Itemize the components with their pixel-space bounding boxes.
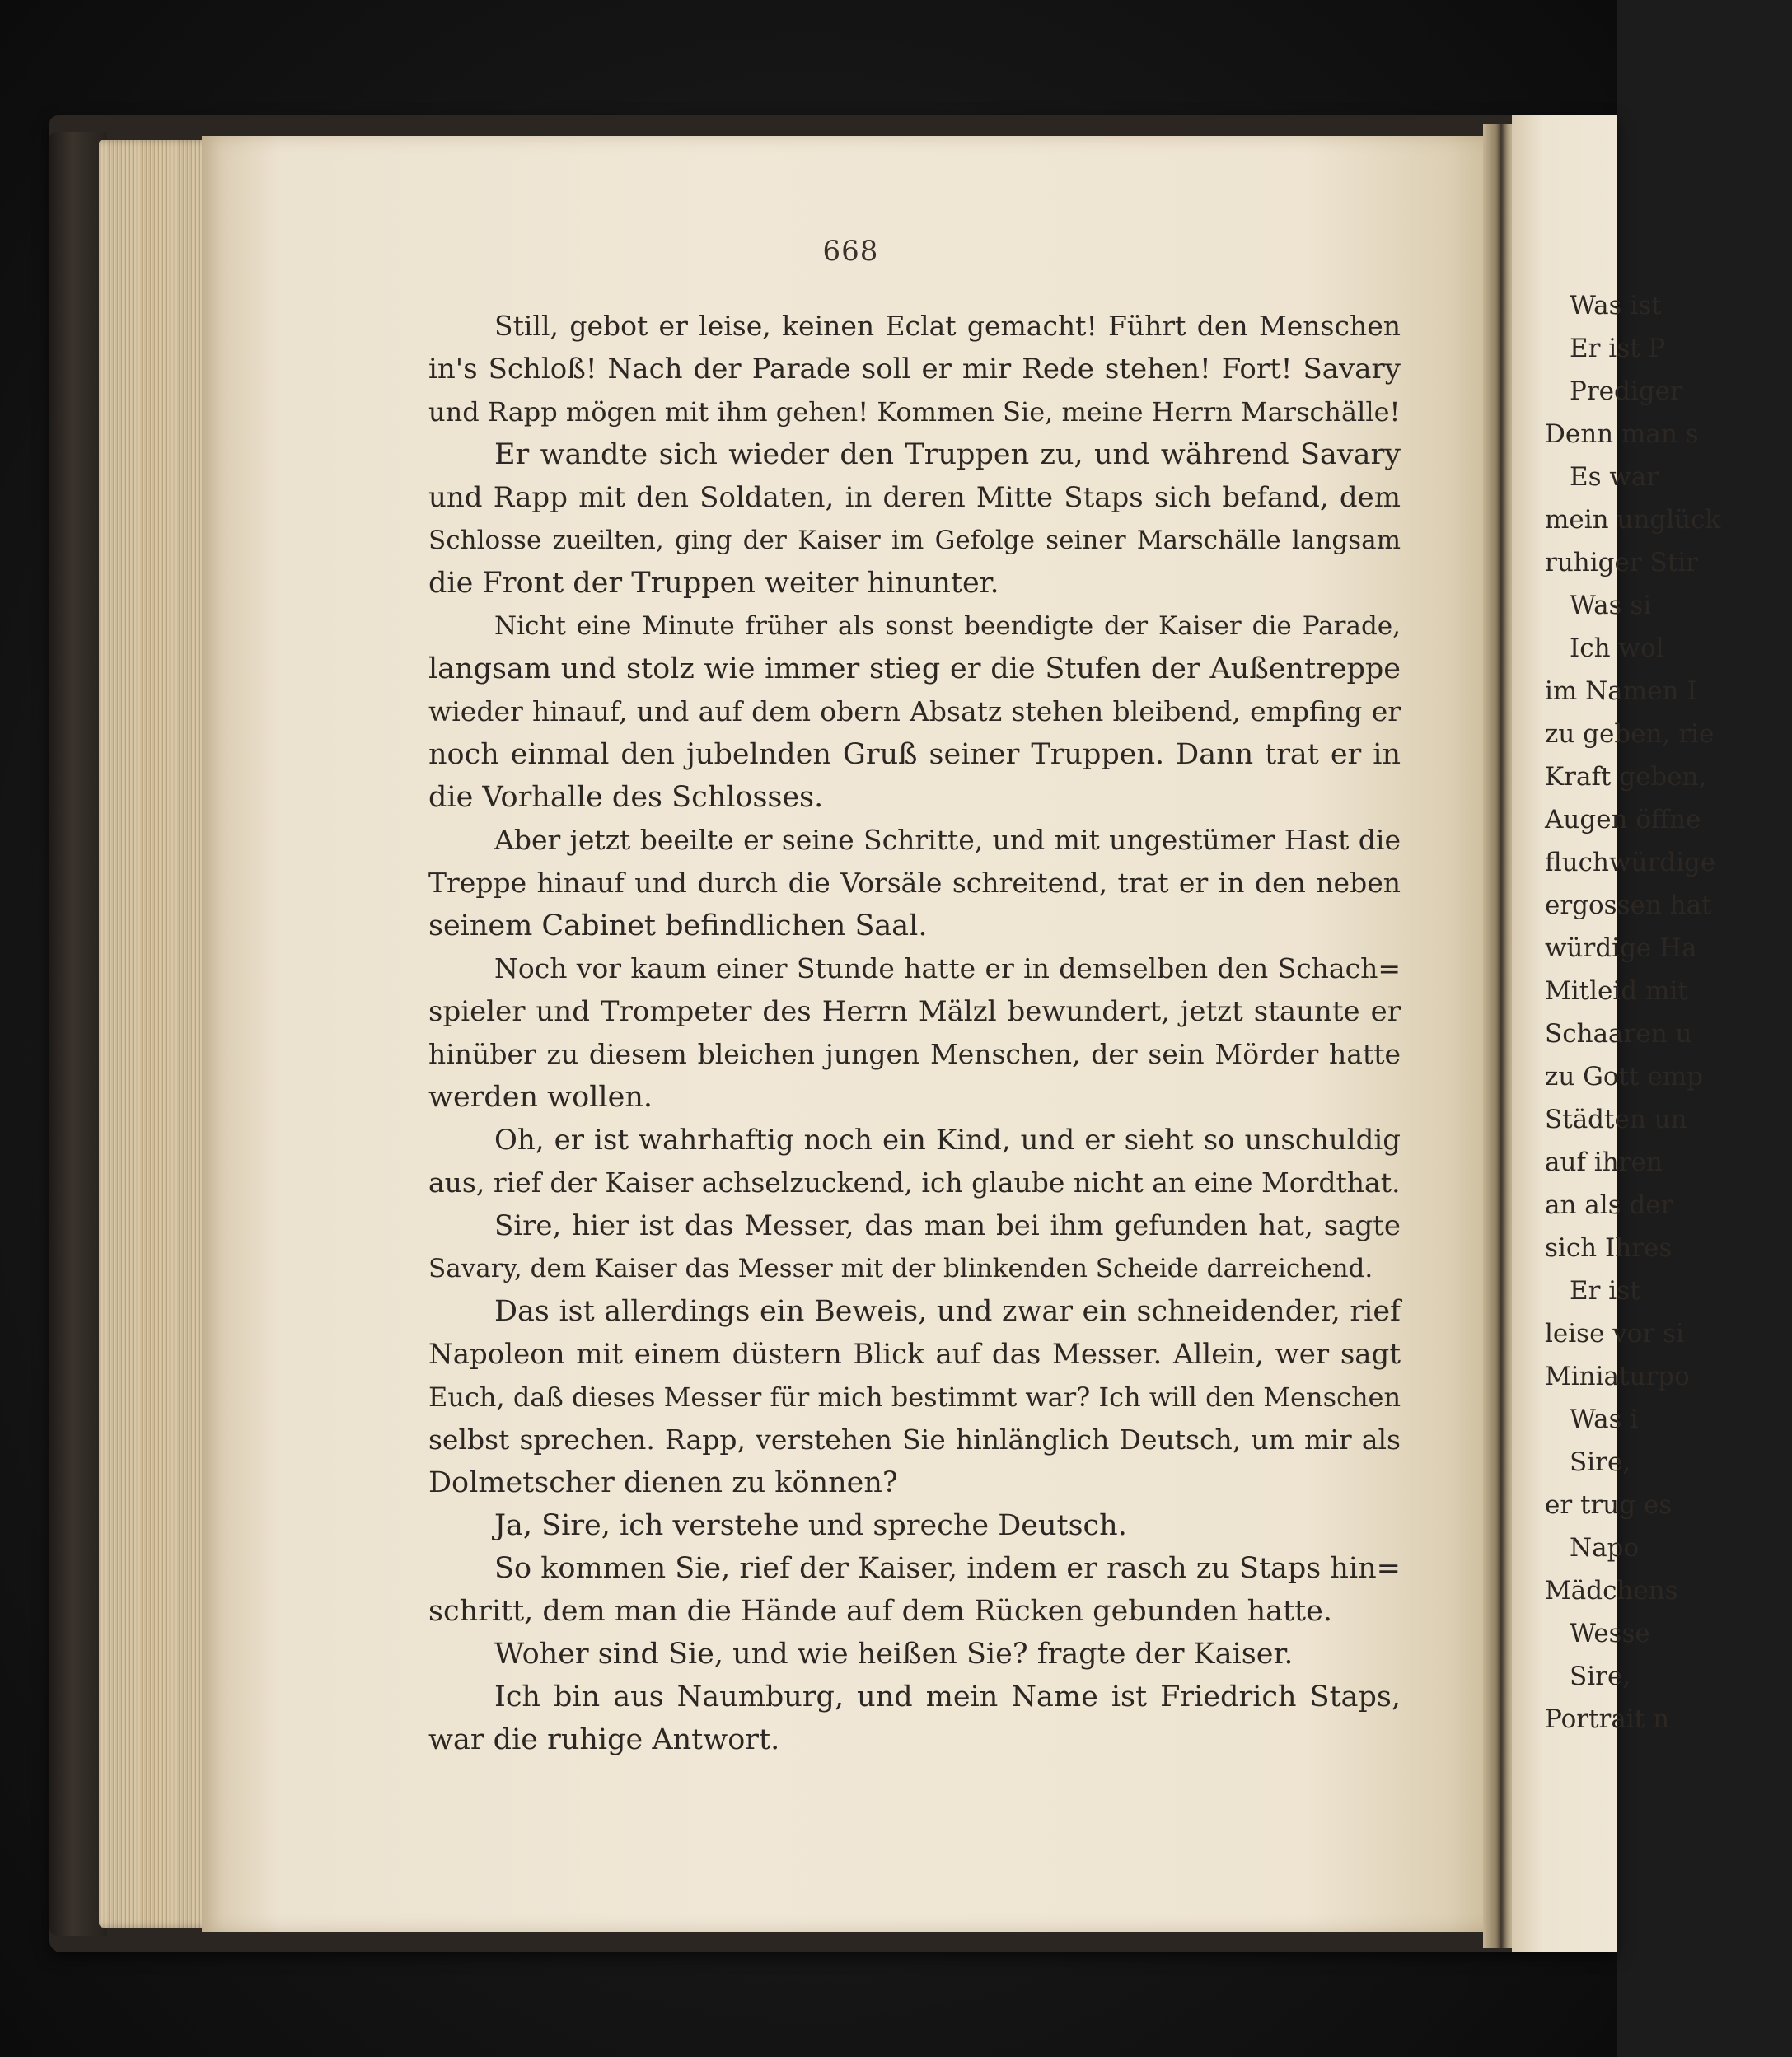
text-line: Was ist — [1570, 291, 1662, 320]
text-line: noch einmal den jubelnden Gruß seiner Truppen. Dann trat er in — [428, 738, 1401, 771]
text-line: werden wollen. — [428, 1081, 653, 1114]
text-line: leise vor si — [1545, 1319, 1684, 1349]
text-line: Miniaturpo — [1545, 1362, 1690, 1391]
text-line: fluchwürdige — [1545, 848, 1716, 877]
text-line: Was si — [1570, 591, 1652, 620]
text-line: Es war — [1570, 462, 1659, 492]
text-line: Dolmetscher dienen zu können? — [428, 1466, 898, 1499]
text-line: Nicht eine Minute früher als sonst beendigte der Kaiser die Parade, — [494, 611, 1401, 641]
text-line: Ich bin aus Naumburg, und mein Name ist Friedrich Staps, — [494, 1681, 1401, 1713]
text-line: Schaaren u — [1545, 1019, 1692, 1049]
text-line: und Rapp mit den Soldaten, in deren Mitte Staps sich befand, dem — [428, 481, 1401, 514]
text-line: Prediger — [1570, 376, 1682, 406]
text-line: Mitleid mit — [1545, 976, 1688, 1006]
text-line: Kraft geben, — [1545, 762, 1707, 792]
text-line: Wesse — [1570, 1619, 1650, 1648]
text-line: er trug es — [1545, 1490, 1673, 1520]
text-line: sich Ihres — [1545, 1233, 1673, 1263]
text-line: Er ist — [1570, 1276, 1640, 1306]
text-line: in's Schloß! Nach der Parade soll er mir Rede stehen! Fort! Savary — [428, 353, 1401, 386]
text-line: Savary, dem Kaiser das Messer mit der blinkenden Scheide darreichend. — [428, 1254, 1373, 1283]
text-line: Städten un — [1545, 1105, 1687, 1134]
open-book — [49, 115, 1721, 1952]
text-line: Noch vor kaum einer Stunde hatte er in demselben den Schach= — [494, 952, 1401, 984]
text-line: So kommen Sie, rief der Kaiser, indem er rasch zu Staps hin= — [494, 1552, 1401, 1585]
text-line: mein unglück — [1545, 505, 1721, 535]
text-line: Augen öffne — [1545, 805, 1701, 834]
text-line: selbst sprechen. Rapp, verstehen Sie hinlänglich Deutsch, um mir als — [428, 1424, 1401, 1456]
text-line: Ja, Sire, ich verstehe und spreche Deutsch. — [494, 1509, 1127, 1542]
text-line: Sire, hier ist das Messer, das man bei ihm gefunden hat, sagte — [494, 1209, 1401, 1242]
text-line: würdige Ha — [1545, 933, 1697, 963]
text-line: Oh, er ist wahrhaftig noch ein Kind, und er sieht so unschuldig — [494, 1124, 1401, 1157]
text-line: Das ist allerdings ein Beweis, und zwar ein schneidender, rief — [494, 1295, 1401, 1328]
text-line: seinem Cabinet befindlichen Saal. — [428, 909, 928, 942]
text-line: spieler und Trompeter des Herrn Mälzl bewundert, jetzt staunte er — [428, 995, 1401, 1028]
text-line: Napoleon mit einem düstern Blick auf das Messer. Allein, wer sagt — [428, 1338, 1401, 1371]
text-line: zu Gott emp — [1545, 1062, 1703, 1092]
text-line: Sire, — [1570, 1447, 1631, 1477]
text-line: wieder hinauf, und auf dem obern Absatz stehen bleibend, empfing er — [428, 695, 1401, 727]
book-gutter — [1483, 124, 1516, 1948]
text-line: Woher sind Sie, und wie heißen Sie? fragte der Kaiser. — [494, 1638, 1294, 1671]
text-line: Euch, daß dieses Messer für mich bestimmt war? Ich will den Menschen — [428, 1381, 1401, 1413]
text-line: Was i — [1570, 1405, 1639, 1434]
page-number: 668 — [822, 235, 879, 268]
text-line: Mädchens — [1545, 1576, 1678, 1606]
text-line: im Namen I — [1545, 676, 1697, 706]
text-line: ergossen hat — [1545, 891, 1712, 920]
text-line: schritt, dem man die Hände auf dem Rücken gebunden hatte. — [428, 1595, 1332, 1628]
text-line: Still, gebot er leise, keinen Eclat gemacht! Führt den Menschen — [494, 310, 1401, 342]
text-line: Treppe hinauf und durch die Vorsäle schreitend, trat er in den neben — [428, 867, 1401, 899]
text-line: Portrait n — [1545, 1704, 1670, 1734]
left-page — [202, 136, 1500, 1932]
text-line: war die ruhige Antwort. — [428, 1723, 780, 1756]
text-line: an als der — [1545, 1190, 1673, 1220]
text-line: Napo — [1570, 1533, 1640, 1563]
left-page-text — [428, 305, 1401, 1761]
text-line: Denn man s — [1545, 419, 1699, 449]
text-line: aus, rief der Kaiser achselzuckend, ich glaube nicht an eine Mordthat. — [428, 1166, 1401, 1199]
text-line: Er wandte sich wieder den Truppen zu, und während Savary — [494, 438, 1401, 471]
text-line: die Vorhalle des Schlosses. — [428, 781, 824, 814]
text-line: die Front der Truppen weiter hinunter. — [428, 567, 999, 600]
right-page-text — [1545, 284, 1792, 1741]
text-line: Aber jetzt beeilte er seine Schritte, und mit ungestümer Hast die — [494, 824, 1401, 856]
text-line: und Rapp mögen mit ihm gehen! Kommen Sie, meine Herrn Marschälle! — [428, 396, 1401, 428]
text-line: Sire, — [1570, 1662, 1631, 1691]
text-line: Schlosse zueilten, ging der Kaiser im Gefolge seiner Marschälle langsam — [428, 526, 1401, 555]
text-line: langsam und stolz wie immer stieg er die Stufen der Außentreppe — [428, 652, 1401, 685]
text-line: hinüber zu diesem bleichen jungen Menschen, der sein Mörder hatte — [428, 1038, 1401, 1070]
right-page — [1512, 115, 1721, 1952]
text-line: Ich wol — [1570, 633, 1664, 663]
text-line: ruhiger Stir — [1545, 548, 1698, 577]
text-line: zu geben, rie — [1545, 719, 1715, 749]
text-line: Er ist P — [1570, 334, 1666, 363]
text-line: auf ihren — [1545, 1148, 1663, 1177]
